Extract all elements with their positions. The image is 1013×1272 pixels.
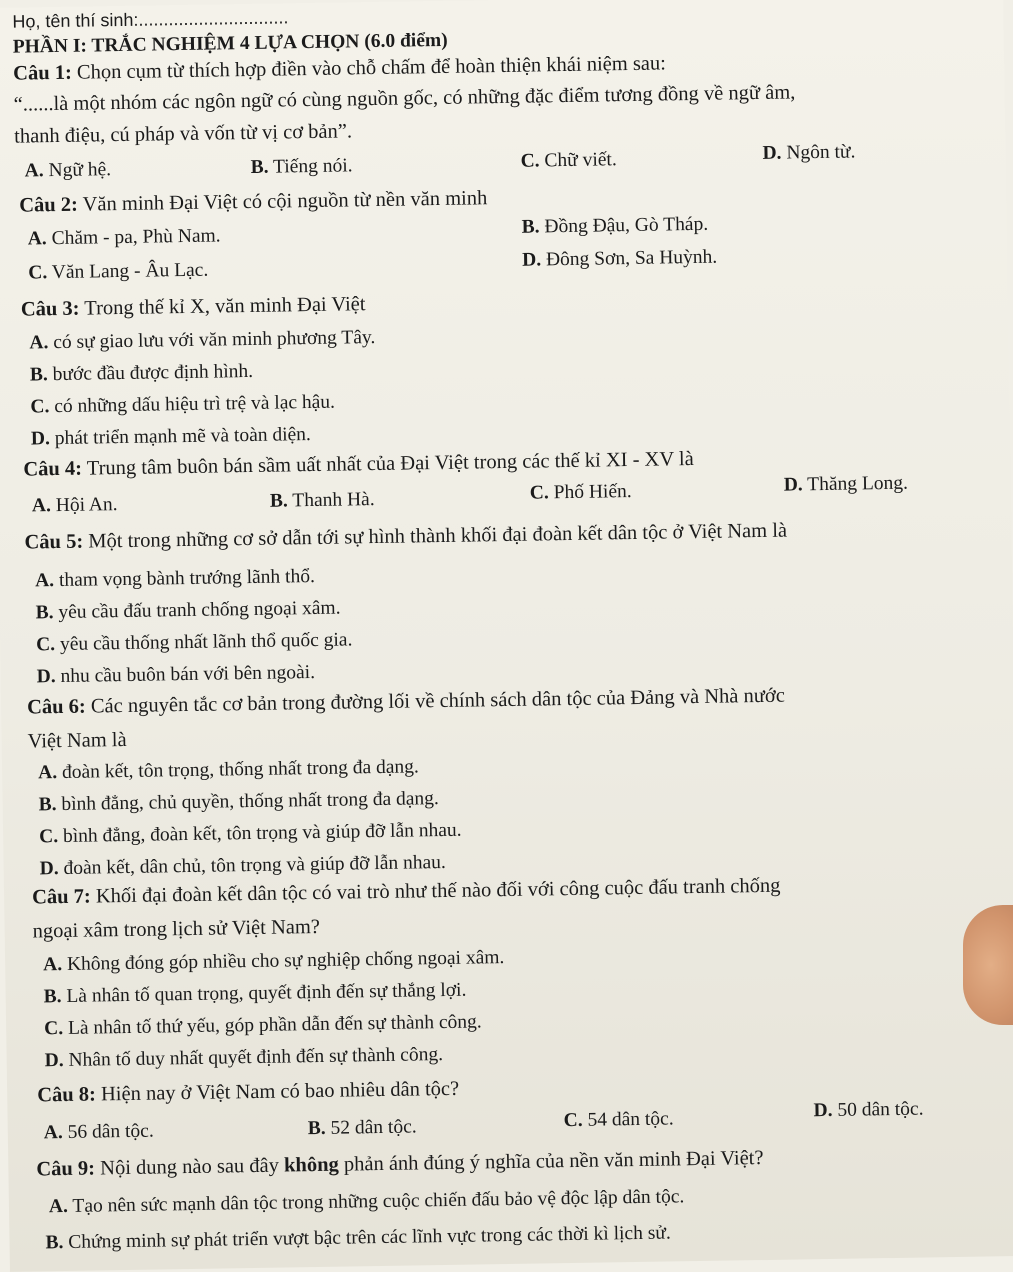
question-1-line-1: Câu 1: Chọn cụm từ thích hợp điền vào chỗ chấm để hoàn thiện khái niệm sau: — [12, 52, 667, 85]
question-1-option-a[interactable]: A. Ngữ hệ. — [24, 159, 112, 182]
question-5-option-c[interactable]: C. yêu cầu thống nhất lãnh thổ quốc gia. — [35, 629, 353, 656]
question-3-line-1: Câu 3: Trong thế kỉ X, văn minh Đại Việt — [20, 293, 366, 321]
question-4-option-a[interactable]: A. Hội An. — [31, 494, 118, 517]
question-3-option-c[interactable]: C. có những dấu hiệu trì trệ và lạc hậu. — [30, 391, 336, 418]
finger-edge — [963, 905, 1013, 1025]
question-7-option-a[interactable]: A. Không đóng góp nhiều cho sự nghiệp chống ngoại xâm. — [43, 947, 505, 976]
question-2-option-d[interactable]: D. Đông Sơn, Sa Huỳnh. — [521, 246, 718, 271]
question-8-option-c[interactable]: C. 54 dân tộc. — [563, 1108, 674, 1132]
question-1-option-c[interactable]: C. Chữ viết. — [520, 149, 617, 172]
question-3-option-b[interactable]: B. bước đầu được định hình. — [29, 360, 254, 386]
question-9-option-b[interactable]: B. Chứng minh sự phát triển vượt bậc trên các lĩnh vực trong các thời kì lịch sử. — [45, 1222, 671, 1254]
student-name-label: Họ, tên thí sinh: — [12, 9, 139, 32]
question-8-line-1: Câu 8: Hiện nay ở Việt Nam có bao nhiêu dân tộc? — [37, 1077, 460, 1107]
section-title: PHẦN I: TRẮC NGHIỆM 4 LỰA CHỌN (6.0 điểm) — [12, 29, 448, 58]
question-3-option-a[interactable]: A. có sự giao lưu với văn minh phương Tây. — [29, 327, 376, 354]
question-2-option-c[interactable]: C. Văn Lang - Âu Lạc. — [28, 259, 209, 284]
question-7-line-1: Câu 7: Khối đại đoàn kết dân tộc có vai trò như thế nào đối với công cuộc đấu tranh chống — [31, 874, 781, 909]
student-name-dots: .............................. — [138, 7, 289, 30]
question-1-option-b[interactable]: B. Tiếng nói. — [250, 155, 353, 178]
question-6-option-b[interactable]: B. bình đẳng, chủ quyền, thống nhất trong đa dạng. — [38, 788, 440, 816]
question-5-line-1: Câu 5: Một trong những cơ sở dẫn tới sự hình thành khối đại đoàn kết dân tộc ở Việt Nam là — [24, 519, 788, 554]
question-1-line-2: “......là một nhóm các ngôn ngữ có cùng nguồn gốc, có những đặc điểm tương đồng về ngữ âm, — [13, 81, 796, 116]
question-3-option-d[interactable]: D. phát triển mạnh mẽ và toàn diện. — [30, 424, 312, 450]
question-7-option-d[interactable]: D. Nhân tố duy nhất quyết định đến sự thành công. — [44, 1044, 444, 1072]
question-2-option-a[interactable]: A. Chăm - pa, Phù Nam. — [27, 225, 221, 250]
question-7-option-b[interactable]: B. Là nhân tố quan trọng, quyết định đến sự thắng lợi. — [43, 979, 467, 1008]
student-name-line — [12, 5, 288, 33]
question-1-line-3: thanh điệu, cú pháp và vốn từ vị cơ bản”. — [13, 120, 353, 148]
question-1-option-d[interactable]: D. Ngôn từ. — [762, 141, 856, 164]
question-4-line-1: Câu 4: Trung tâm buôn bán sầm uất nhất của Đại Việt trong các thế kỉ XI - XV là — [23, 448, 694, 481]
question-5-option-d[interactable]: D. nhu cầu buôn bán với bên ngoài. — [36, 662, 316, 688]
question-6-line-2: Việt Nam là — [27, 728, 127, 753]
question-4-option-d[interactable]: D. Thăng Long. — [783, 472, 909, 496]
question-7-option-c[interactable]: C. Là nhân tố thứ yếu, góp phần dẫn đến sự thành công. — [44, 1011, 482, 1040]
question-9-line-1: Câu 9: Nội dung nào sau đây không phản ánh đúng ý nghĩa của nền văn minh Đại Việt? — [36, 1147, 764, 1181]
question-6-option-d[interactable]: D. đoàn kết, dân chủ, tôn trọng và giúp đỡ lẫn nhau. — [39, 851, 446, 880]
question-5-option-a[interactable]: A. tham vọng bành trướng lãnh thổ. — [34, 566, 316, 592]
question-2-option-b[interactable]: B. Đồng Đậu, Gò Tháp. — [521, 213, 709, 238]
question-8-option-a[interactable]: A. 56 dân tộc. — [43, 1120, 154, 1144]
question-2-line-1: Câu 2: Văn minh Đại Việt có cội nguồn từ nền văn minh — [19, 187, 488, 217]
question-7-line-2: ngoại xâm trong lịch sử Việt Nam? — [32, 915, 321, 943]
question-8-option-b[interactable]: B. 52 dân tộc. — [307, 1116, 417, 1140]
question-8-option-d[interactable]: D. 50 dân tộc. — [813, 1098, 924, 1122]
question-6-option-a[interactable]: A. đoàn kết, tôn trọng, thống nhất trong đa dạng. — [37, 756, 420, 784]
question-6-option-c[interactable]: C. bình đẳng, đoàn kết, tôn trọng và giúp đỡ lẫn nhau. — [38, 819, 462, 848]
question-9-option-a[interactable]: A. Tạo nên sức mạnh dân tộc trong những cuộc chiến đấu bảo vệ độc lập dân tộc. — [48, 1186, 685, 1218]
question-4-option-c[interactable]: C. Phố Hiến. — [529, 481, 632, 504]
question-4-option-b[interactable]: B. Thanh Hà. — [269, 489, 375, 512]
question-6-line-1: Câu 6: Các nguyên tắc cơ bản trong đường lối về chính sách dân tộc của Đảng và Nhà nước — [26, 684, 786, 719]
question-5-option-b[interactable]: B. yêu cầu đấu tranh chống ngoại xâm. — [35, 597, 341, 624]
